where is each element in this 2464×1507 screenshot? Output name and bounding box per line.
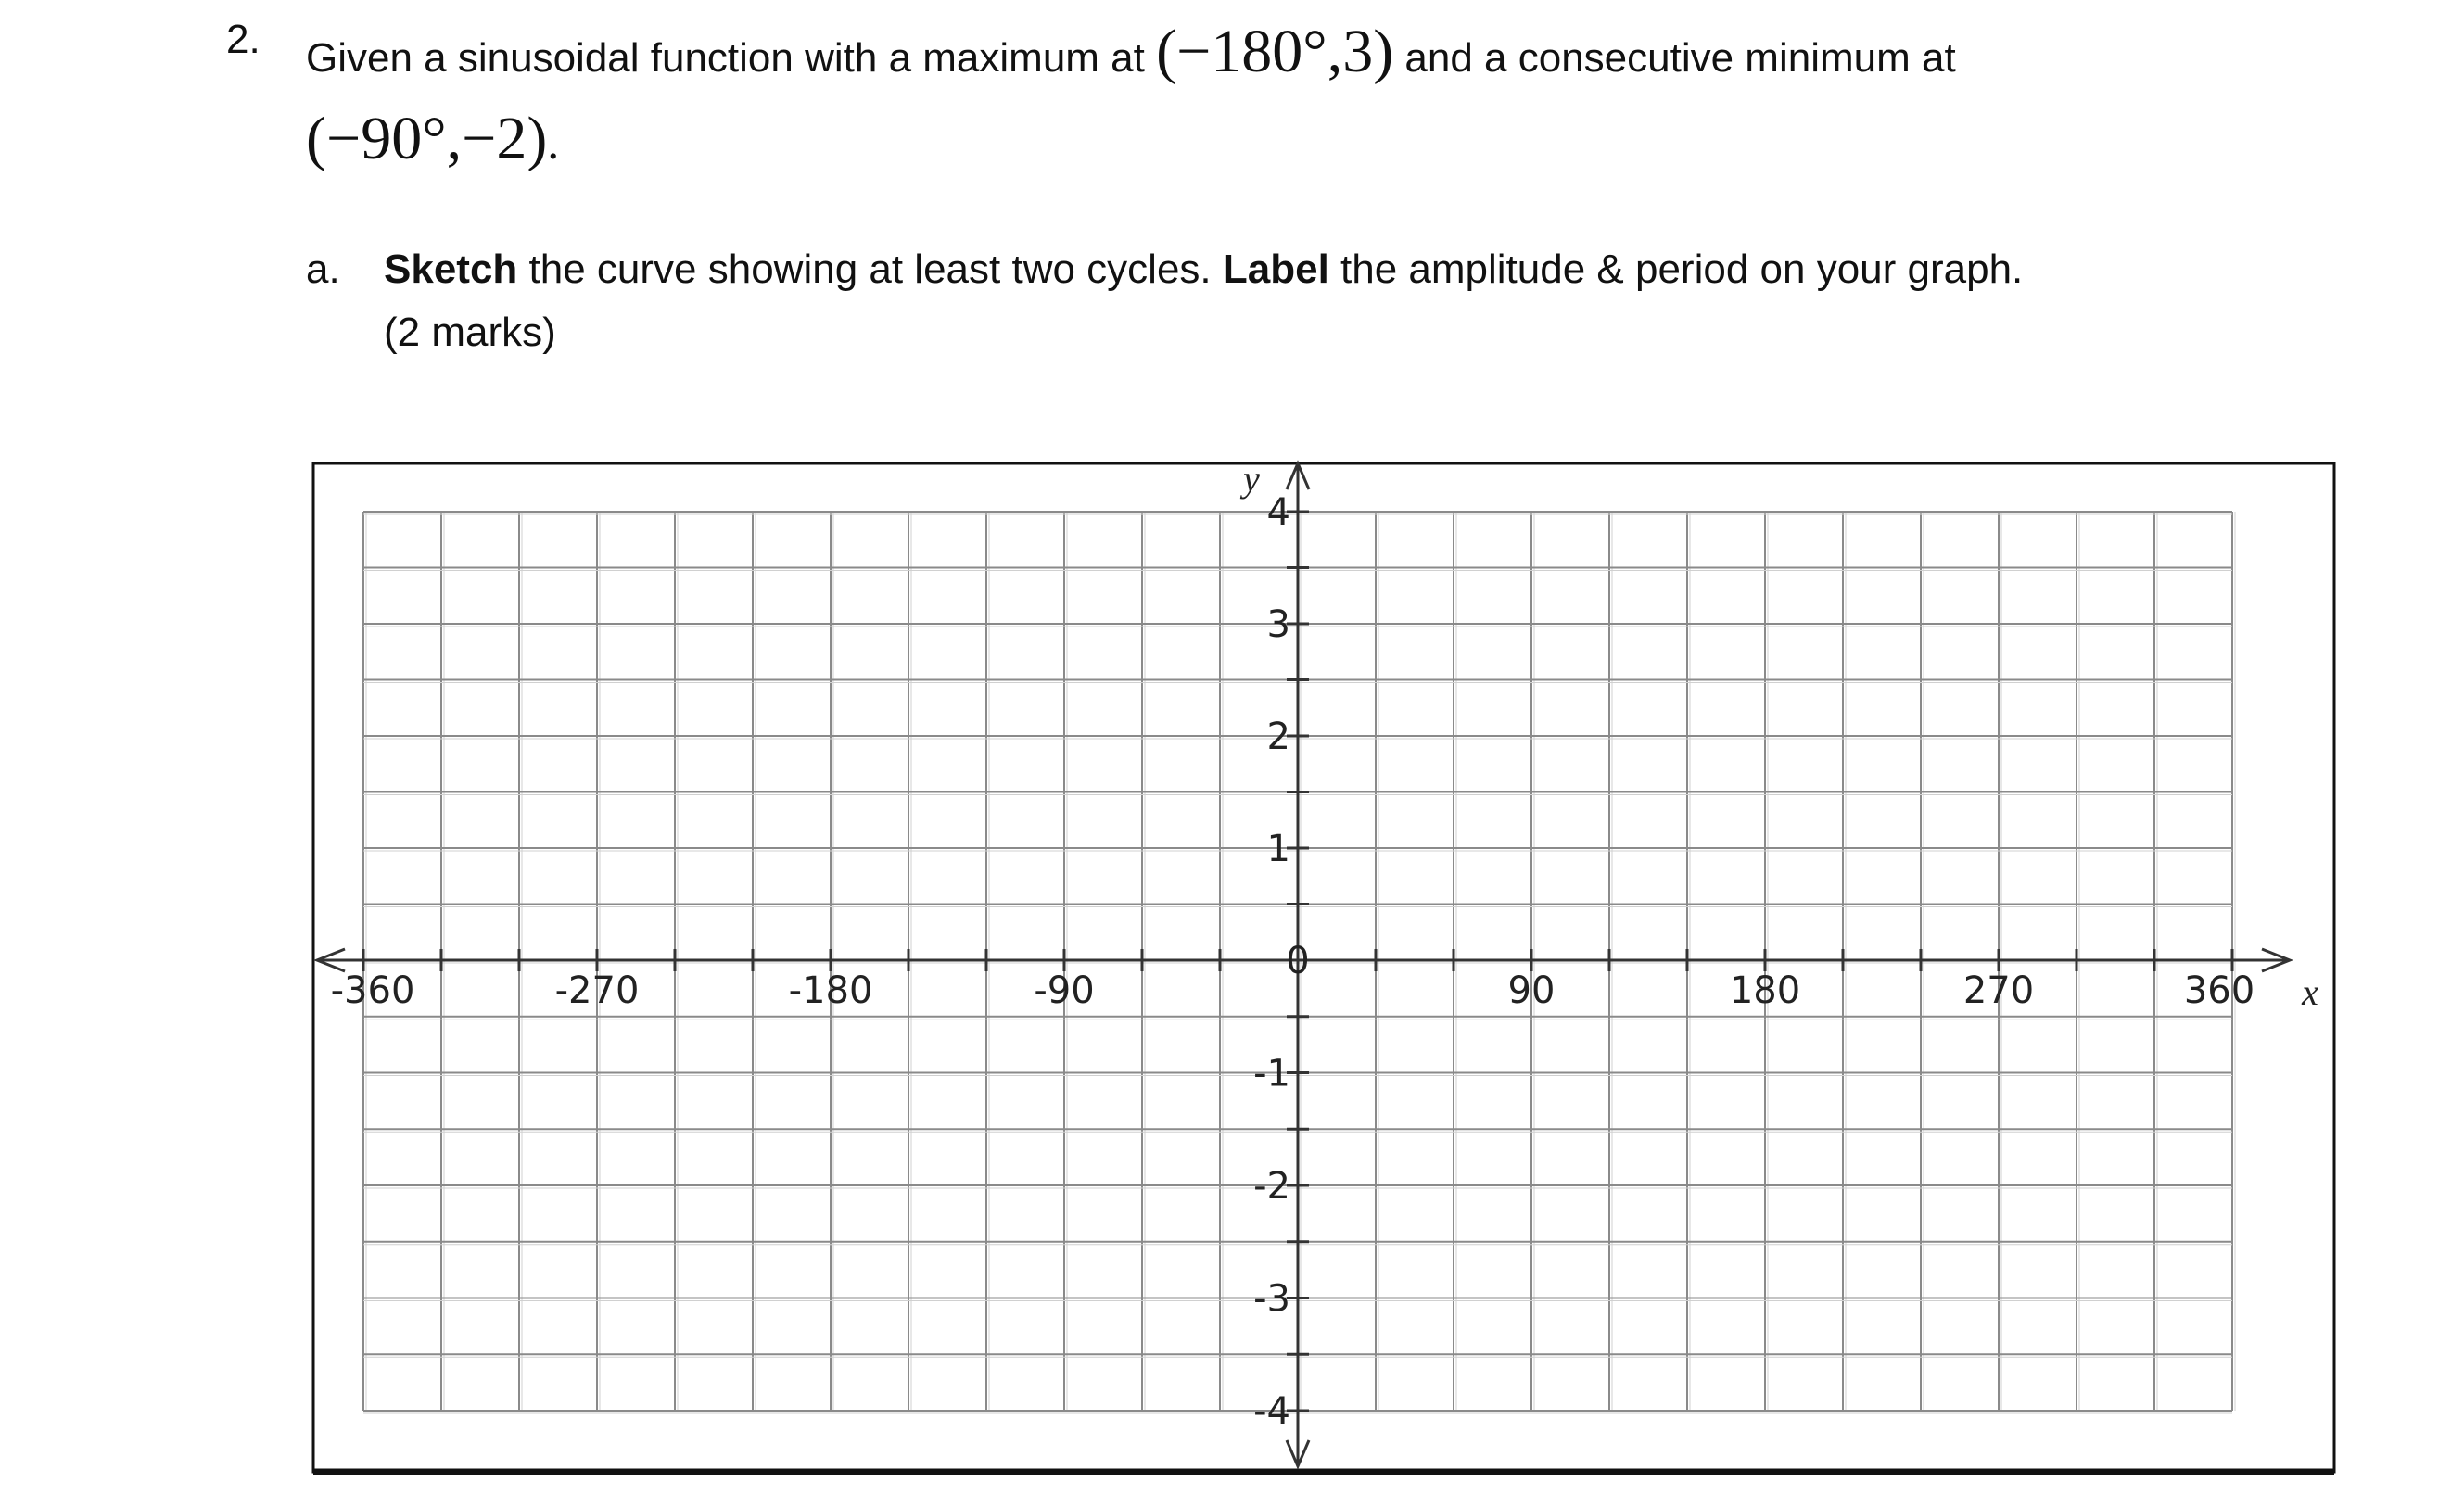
y-axis-label: y <box>1243 458 1260 500</box>
y-tick-label: -1 <box>1253 1052 1290 1095</box>
y-tick-label: 4 <box>1266 491 1290 534</box>
graph-frame <box>313 463 2334 1472</box>
part-a-text-2: the amplitude & period on your graph. <box>1328 247 2024 292</box>
x-tick-label: 270 <box>1962 969 2035 1012</box>
y-tick-label: 2 <box>1266 716 1290 758</box>
y-tick-label: 1 <box>1266 828 1290 870</box>
part-a-text-1: the curve showing at least two cycles. <box>517 247 1223 292</box>
x-tick-label: -270 <box>554 969 640 1012</box>
y-tick-label: 3 <box>1266 603 1290 646</box>
x-tick-label: 180 <box>1729 969 1801 1012</box>
x-tick-label: -360 <box>330 969 415 1012</box>
bold-sketch: Sketch <box>384 247 518 292</box>
y-tick-label: -2 <box>1253 1165 1290 1208</box>
y-tick-label: -4 <box>1253 1390 1290 1433</box>
x-tick-label: 360 <box>2183 969 2255 1012</box>
question-text-before: Given a sinusoidal function with a maximum at <box>306 35 1157 81</box>
part-a-letter: a. <box>306 247 340 292</box>
question-text-middle: and a consecutive minimum at <box>1393 35 1956 81</box>
x-axis-label: x <box>2302 971 2318 1013</box>
question-number: 2. <box>226 17 260 62</box>
x-tick-label: 0 <box>1286 940 1310 982</box>
x-tick-label: -90 <box>1034 969 1095 1012</box>
max-point: (−180°,3) <box>1156 18 1394 85</box>
part-a-marks: (2 marks) <box>384 310 556 355</box>
min-point: (−90°,−2) <box>306 105 548 172</box>
bold-label: Label <box>1222 247 1329 292</box>
end-punct: . <box>547 117 560 170</box>
x-tick-label: 90 <box>1507 969 1556 1012</box>
x-tick-label: -180 <box>788 969 873 1012</box>
y-tick-label: -3 <box>1253 1277 1290 1321</box>
